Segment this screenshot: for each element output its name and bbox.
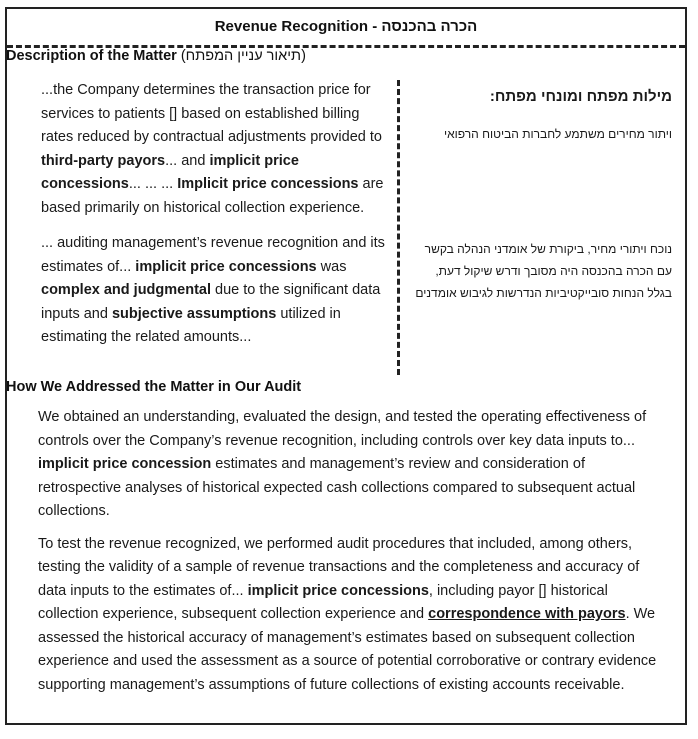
text-run: To test the revenue recognized, we performed audit procedures that included, among others, testing the validity of a sample of revenue transactions and the completeness and accuracy of data inputs to the estimates of... <box>38 535 640 599</box>
audit-paragraph-1 <box>38 406 670 524</box>
text-run: due to the significant data inputs and <box>41 282 381 322</box>
keyword: implicit price concessions <box>41 152 299 192</box>
column-divider <box>397 80 400 375</box>
text-run: We obtained an understanding, evaluated the design, and tested the operating effectiveness of controls over the Company’s revenue recognition, including controls over key data inputs to... <box>38 409 647 449</box>
keyword: implicit price concessions <box>247 582 429 599</box>
document-title: Revenue Recognition - הכרה בהכנסה <box>7 9 685 48</box>
description-text <box>41 79 393 350</box>
audit-paragraph-2 <box>38 533 670 698</box>
text-run: utilized in estimating the related amounts... <box>41 305 341 345</box>
glossary-item-1: ויתור מחירים משתמע לחברות הביטוח הרפואי <box>444 127 672 141</box>
text-run: was <box>316 258 347 275</box>
description-heading-he: (תיאור עניין המפתח) <box>180 48 306 64</box>
keyword: implicit price concession <box>38 456 212 472</box>
text-run: ...the Company determines the transaction price for services to patients [] based on established billing rates reduced by contractual adjustments provided to <box>41 82 382 145</box>
description-heading-en: Description of the Matter <box>6 48 177 64</box>
glossary-item-2: נוכח ויתורי מחיר, ביקורת של אומדני הנהלה בקשר עם הכרה בהכנסה היה מסובך ודרש שיקול דעת, בגלל הנחות סובייקטיביות הנדרשות לגיבוש אומדנים <box>415 242 672 300</box>
text-run: ... auditing management’s revenue recognition and its estimates of... <box>41 235 385 275</box>
text-run: estimates and management’s review and consideration of retrospective analyses of historical expected cash collections compared to subsequent actual collections. <box>38 456 636 519</box>
keyword: complex and judgmental <box>41 282 211 298</box>
keyword: third-party payors <box>41 152 166 169</box>
glossary-panel <box>410 79 672 304</box>
description-heading <box>6 48 306 64</box>
keyword: implicit price concessions <box>135 258 317 275</box>
text-run: , including payor [] historical collection experience, subsequent collection experience and <box>38 582 608 622</box>
text-run: ... and <box>165 152 210 169</box>
description-paragraph-2 <box>41 232 393 350</box>
description-paragraph-1 <box>41 79 393 220</box>
audit-text <box>38 406 670 697</box>
audit-heading: How We Addressed the Matter in Our Audit <box>6 379 302 395</box>
keyword-underlined: correspondence with payors <box>428 606 626 622</box>
text-run: ... ... ... <box>128 176 178 192</box>
text-run: . We assessed the historical accuracy of management’s estimates based on subsequent collection experience and used the assessment as a source of potential corroborative or contrary evidence supporting management’s assumptions of future collections of existing accounts receivable. <box>38 606 657 693</box>
glossary-heading: מילות מפתח ומונחי מפתח: <box>489 88 672 105</box>
keyword: Implicit price concessions <box>177 176 359 192</box>
text-run: are based primarily on historical collection experience. <box>41 176 384 216</box>
keyword: subjective assumptions <box>111 305 277 322</box>
